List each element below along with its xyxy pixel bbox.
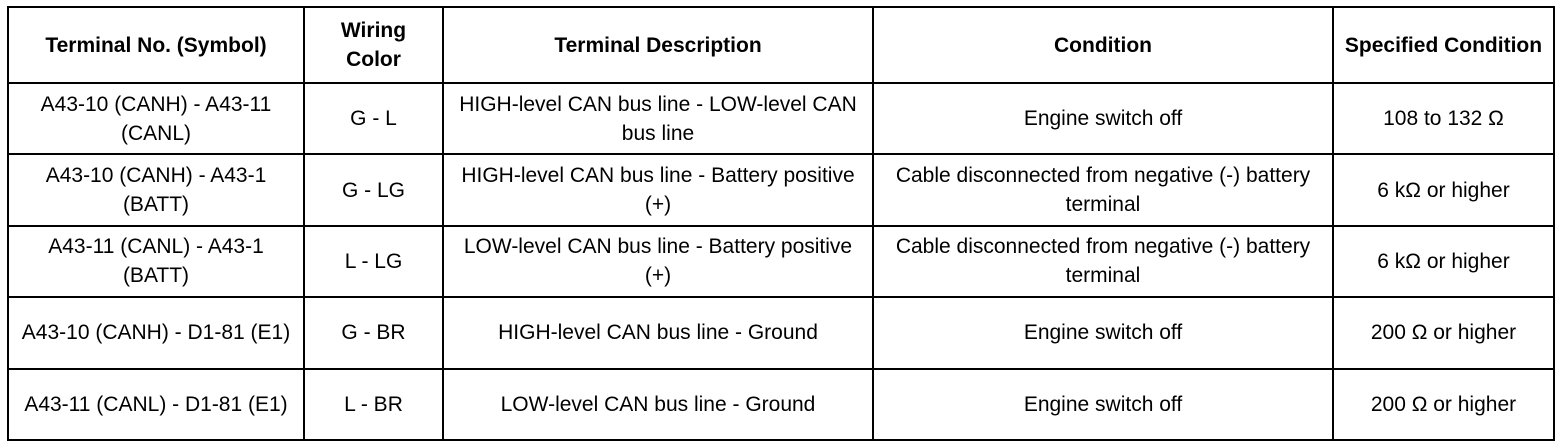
header-wiring-color: Wiring Color <box>304 7 443 83</box>
cell-terminal-description: HIGH-level CAN bus line - LOW-level CAN bus line <box>443 83 873 154</box>
cell-terminal-no: A43-10 (CANH) - A43-11 (CANL) <box>8 83 304 154</box>
header-terminal-no: Terminal No. (Symbol) <box>8 7 304 83</box>
cell-terminal-description: LOW-level CAN bus line - Ground <box>443 369 873 440</box>
cell-specified-condition: 200 Ω or higher <box>1333 297 1554 368</box>
cell-condition: Cable disconnected from negative (-) battery terminal <box>873 226 1333 297</box>
header-condition: Condition <box>873 7 1333 83</box>
cell-terminal-description: LOW-level CAN bus line - Battery positive (+) <box>443 226 873 297</box>
cell-terminal-no: A43-11 (CANL) - A43-1 (BATT) <box>8 226 304 297</box>
cell-condition: Engine switch off <box>873 369 1333 440</box>
can-bus-resistance-table <box>7 6 1555 441</box>
table-row <box>8 226 1554 297</box>
cell-wiring-color: L - LG <box>304 226 443 297</box>
table-row <box>8 83 1554 154</box>
can-bus-resistance-table-container <box>7 6 1543 441</box>
cell-condition: Cable disconnected from negative (-) battery terminal <box>873 154 1333 225</box>
cell-terminal-description: HIGH-level CAN bus line - Battery positive (+) <box>443 154 873 225</box>
cell-specified-condition: 6 kΩ or higher <box>1333 154 1554 225</box>
cell-terminal-no: A43-10 (CANH) - D1-81 (E1) <box>8 297 304 368</box>
cell-specified-condition: 6 kΩ or higher <box>1333 226 1554 297</box>
table-row <box>8 154 1554 225</box>
header-specified-condition: Specified Condition <box>1333 7 1554 83</box>
cell-wiring-color: L - BR <box>304 369 443 440</box>
cell-condition: Engine switch off <box>873 83 1333 154</box>
cell-condition: Engine switch off <box>873 297 1333 368</box>
cell-wiring-color: G - LG <box>304 154 443 225</box>
cell-terminal-no: A43-10 (CANH) - A43-1 (BATT) <box>8 154 304 225</box>
cell-terminal-no: A43-11 (CANL) - D1-81 (E1) <box>8 369 304 440</box>
table-row <box>8 369 1554 440</box>
header-terminal-description: Terminal Description <box>443 7 873 83</box>
cell-specified-condition: 200 Ω or higher <box>1333 369 1554 440</box>
table-header-row <box>8 7 1554 83</box>
cell-specified-condition: 108 to 132 Ω <box>1333 83 1554 154</box>
table-row <box>8 297 1554 368</box>
cell-wiring-color: G - L <box>304 83 443 154</box>
cell-wiring-color: G - BR <box>304 297 443 368</box>
cell-terminal-description: HIGH-level CAN bus line - Ground <box>443 297 873 368</box>
